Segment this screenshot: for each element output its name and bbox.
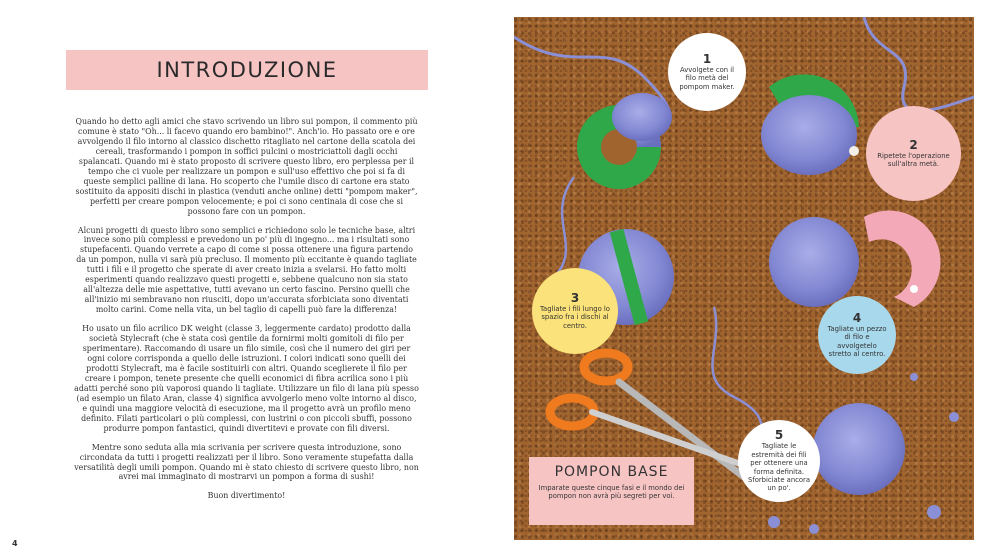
page-number: 4	[12, 539, 18, 548]
yarn-strand	[554, 177, 574, 277]
step-1-bubble	[668, 33, 746, 111]
step-3-bubble	[532, 268, 618, 354]
intro-paragraph-4: Mentre sono seduta alla mia scrivania per scrivere questa introduzione, sono circondata da tutti i progetti realizzati per il libro. Sono veramente stupefatta dalla versatilità degli umili pompon. Quando mi è stato chiesto di scrivere questo libro, non avrei mai immaginato di mostrarvi un pompon a forma di sushi!	[74, 442, 419, 482]
intro-paragraph-2: Alcuni progetti di questo libro sono semplici e richiedono solo le tecniche base, altri invece sono più complessi e prevedono un po' più di ingegno... ma i risultati sono stupefacenti. Quando verrete a capo di come si possa ottenere una figura partendo da un pompon, nulla vi sarà più precluso. Il momento più eccitante è quando tagliate tutti i fili e il progetto che sperate di aver creato inizia a svelarsi. Ho fatto molti esperimenti quando realizzavo questi progetti e, sebbene qualcuno non sia stato all'altezza delle mie aspettative, tutti avevano un certo fascino. Persino quelli che all'inizio mi sembravano non riusciti, dopo un'accurata sforbiciata sono diventati molto carini. Come nella vita, un bel taglio di capelli può fare la differenza!	[76, 225, 417, 315]
step-4-bubble	[818, 296, 896, 374]
step2-maker	[761, 74, 859, 175]
step-3-number: 3	[570, 290, 580, 305]
pompon-base-text: Imparate queste cinque fasi e il mondo dei pompon non avrà più segreti per voi.	[538, 484, 685, 501]
step4-maker	[769, 211, 940, 307]
intro-signoff: Buon divertimento!	[207, 491, 286, 501]
intro-paragraph-3: Ho usato un filo acrilico DK weight (classe 3, leggermente cardato) prodotto dalla società Stylecraft (che è stata così gentile da fornirmi molti gomitoli di filo per sperimentare). Raccomando di usare un filo simile, così che il numero dei giri per ogni colore corrisponda a quello delle istruzioni. I colori indicati sono quelli dei prodotti Stylecraft, ma è facile sostituirli con altri. Quando sceglierete il filo per creare i pompon, tenete presente che quelli economici di fibra acrilica sono i più adatti perché sono più vaporosi quando li tagliate. Utilizzare un filo di lana più spesso (ad esempio un filato Aran, classe 4) significa avvolgerlo meno volte intorno al disco, e quindi una maggiore velocità di esecuzione, ma il progetto avrà un profilo meno definito. Filati particolari o più complessi, con lustrini o con piccoli sbuffi, possono produrre pompon fantastici, quindi divertitevi e provate con fili diversi.	[74, 324, 419, 433]
step-5-text: Tagliate le estremità dei fili per ottenere una forma definita. Sforbiciate ancora un po'.	[748, 442, 810, 493]
step-5-bubble	[738, 420, 820, 502]
step-2-number: 2	[909, 137, 918, 152]
step-5-number: 5	[774, 428, 784, 443]
step-3-text: Tagliate i fili lungo lo spazio fra i dischi al centro.	[540, 304, 610, 330]
intro-title-box	[66, 50, 428, 90]
step-2-bubble	[866, 106, 961, 201]
step1-maker	[577, 93, 672, 189]
intro-title: INTRODUZIONE	[156, 58, 338, 82]
step-1-text: Avvolgete con il filo metà del pompom maker.	[679, 65, 735, 91]
step-2-text: Ripetete l'operazione sull'altra metà.	[877, 151, 950, 168]
step-4-number: 4	[852, 310, 862, 325]
step-1-number: 1	[702, 51, 712, 66]
intro-paragraph-1: Quando ho detto agli amici che stavo scrivendo un libro sui pompon, il commento più comune è stato "Oh... li facevo quando ero bambino!". Anch'io. Ho passato ore e ore avvolgendo il filo intorno al classico dischetto ritagliato nel cartone della scatola dei cereali, trasformando i pompon in soffici pulcini o mostriciattoli dagli occhi spalancati. Quando mi è stato proposto di scrivere questo libro, ero perplessa per il tempo che ci vuole per realizzare un pompon e sull'uso effettivo che poi si fa di queste semplici palline di lana. Ho scoperto che l'umile disco di cartone era stato sostituito da appositi dischi in plastica (venduti anche online) detti "pompom maker", perfetti per creare pompon velocemente; e poi ci sono centinaia di cose che si possono fare con un pompon.	[75, 117, 418, 216]
yarn-strand	[864, 17, 974, 111]
pompon-base-box	[529, 457, 694, 525]
step-4-text: Tagliate un pezzo di filo e avvolgetelo stretto al centro.	[827, 324, 887, 358]
pompon-base-title: POMPON BASE	[554, 464, 669, 480]
intro-body	[74, 117, 419, 510]
